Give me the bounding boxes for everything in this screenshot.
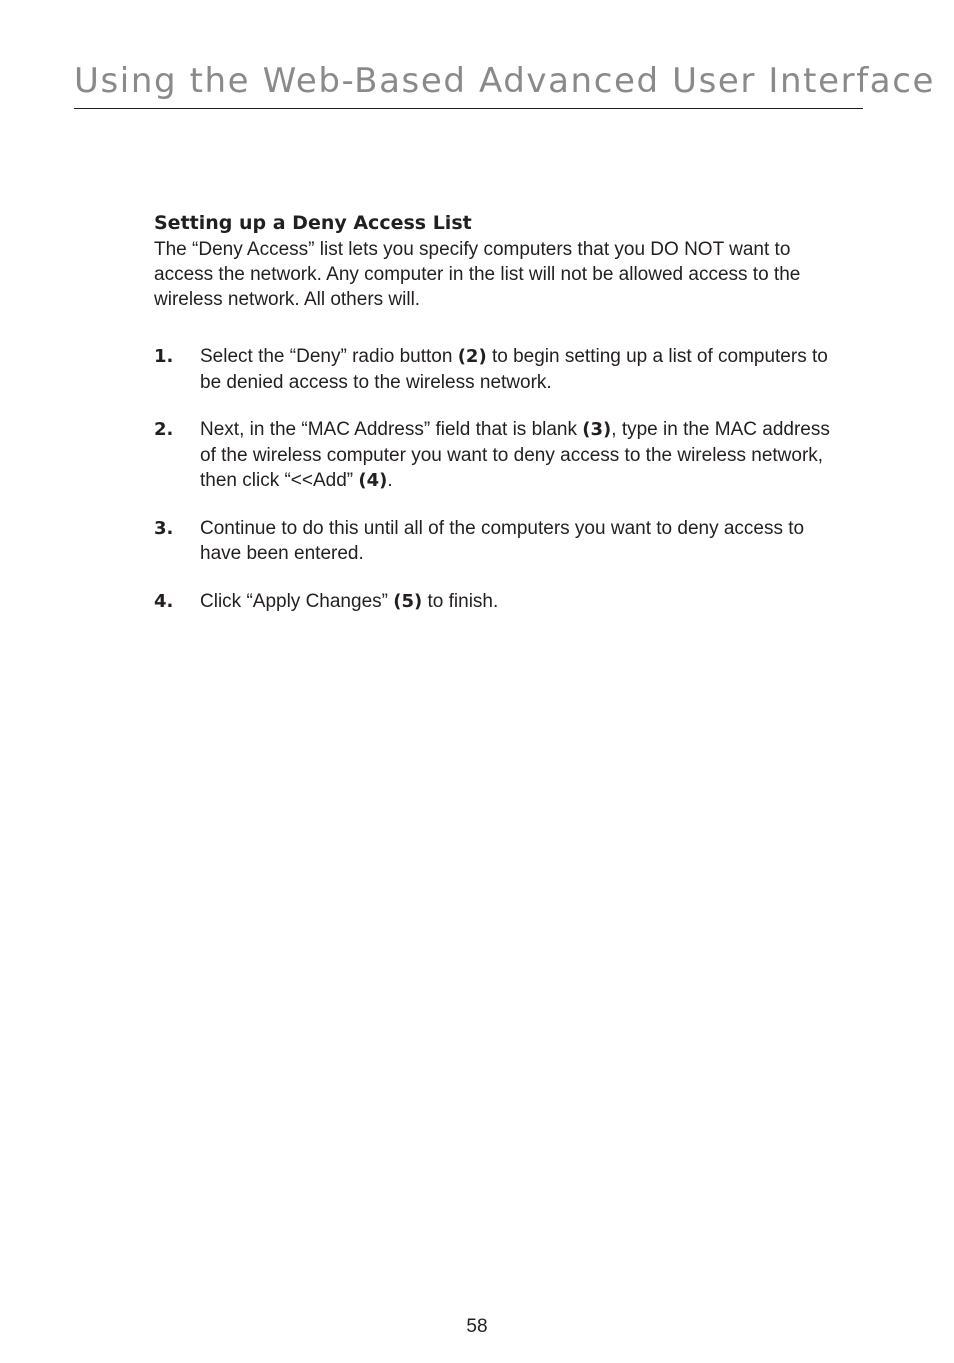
callout-reference: (5) bbox=[393, 590, 423, 612]
section-heading: Setting up a Deny Access List bbox=[154, 212, 472, 234]
step-text: Select the “Deny” radio button bbox=[200, 346, 458, 367]
step-text: Continue to do this until all of the computers you want to deny access to have been entered. bbox=[200, 517, 805, 564]
step-item-2 bbox=[154, 417, 848, 494]
step-item-1 bbox=[154, 344, 848, 395]
steps-list bbox=[154, 344, 854, 614]
step-number: 3. bbox=[154, 517, 174, 539]
callout-reference: (3) bbox=[582, 419, 612, 440]
step-text: Next, in the “MAC Address” field that is blank bbox=[200, 419, 583, 440]
intro-paragraph: The “Deny Access” list lets you specify computers that you DO NOT want to access the network. Any computer in the list will not be allowed access to the wireless network. All others will. bbox=[154, 239, 801, 310]
page-number: 58 bbox=[466, 1316, 488, 1337]
page-header bbox=[74, 58, 936, 109]
page-title: Using the Web-Based Advanced User Interface bbox=[74, 61, 936, 101]
step-text: to begin setting up a list of computers to be denied access to the wireless network. bbox=[200, 346, 828, 393]
header-divider bbox=[74, 108, 863, 109]
step-number: 1. bbox=[154, 346, 174, 367]
step-text: . bbox=[387, 470, 393, 491]
step-text: to finish. bbox=[422, 590, 499, 612]
callout-reference: (2) bbox=[457, 346, 487, 367]
step-text: , type in the MAC address of the wireless computer you want to deny access to the wireless network, then click “<<Add” bbox=[200, 419, 830, 491]
step-number: 2. bbox=[154, 419, 174, 440]
step-number: 4. bbox=[154, 590, 174, 612]
step-item-4 bbox=[154, 589, 848, 615]
main-content bbox=[154, 209, 854, 636]
step-text: Click “Apply Changes” bbox=[200, 590, 394, 612]
step-item-3 bbox=[154, 516, 848, 567]
callout-reference: (4) bbox=[358, 470, 388, 491]
